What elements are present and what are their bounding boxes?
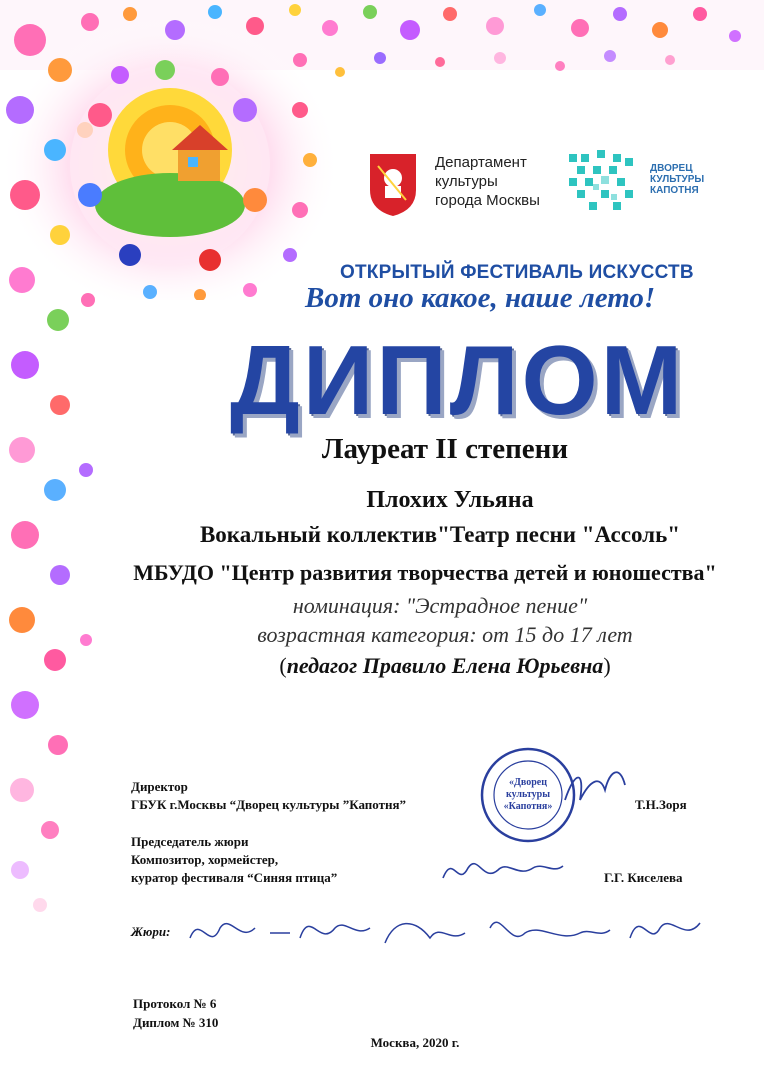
palace-line-3: КАПОТНЯ <box>650 185 699 196</box>
department-line-1: Департамент <box>435 154 527 171</box>
jury-chair-curator: куратор фестиваля “Синяя птица” <box>131 870 338 885</box>
festival-sun-logo <box>60 55 280 285</box>
stamp-line-2: культуры <box>505 789 551 800</box>
institution-name: МБУДО "Центр развития творчества детей и юношества" <box>133 560 717 585</box>
palace-line-2: КУЛЬТУРЫ <box>650 174 705 185</box>
festival-title: ОТКРЫТЫЙ ФЕСТИВАЛЬ ИСКУССТВ <box>340 262 694 283</box>
jury-chair-title: Председатель жюри <box>131 834 249 849</box>
director-name: Т.Н.Зоря <box>635 797 687 812</box>
collective-name: Вокальный коллектив"Театр песни "Ассоль" <box>199 522 681 547</box>
palace-line-1: ДВОРЕЦ <box>650 163 693 174</box>
director-signature <box>560 760 630 820</box>
city-year: Москва, 2020 г. <box>370 1035 460 1050</box>
moscow-coat-of-arms-icon <box>368 150 418 218</box>
teacher-name: педагог Правило Елена Юрьевна <box>286 653 604 678</box>
diploma-number: Диплом № 310 <box>133 1015 219 1030</box>
director-title: Директор <box>131 779 188 794</box>
award-degree: Лауреат II степени <box>321 433 569 465</box>
palace-pixel-logo-icon <box>569 150 637 210</box>
director-block <box>131 778 406 814</box>
protocol-block <box>133 994 218 1032</box>
teacher-paren-close: ) <box>603 653 611 678</box>
teacher-line <box>200 653 690 679</box>
jury-chair-name: Г.Г. Киселева <box>604 870 683 885</box>
jury-label: Жюри: <box>131 924 171 939</box>
age-category: возрастная категория: от 15 до 17 лет <box>257 622 633 647</box>
diploma-title: ДИПЛОМ <box>230 325 686 435</box>
teacher-paren-open: ( <box>279 653 287 678</box>
stamp-line-3: «Капотня» <box>503 801 553 812</box>
jury-chair-role: Композитор, хормейстер, <box>131 852 279 867</box>
stamp-line-1: «Дворец <box>509 777 547 788</box>
department-line-2: культуры <box>435 173 498 190</box>
director-org: ГБУК г.Москвы “Дворец культуры ”Капотня” <box>131 797 407 812</box>
jury-chair-signature <box>438 848 568 892</box>
palace-name <box>650 163 730 196</box>
protocol-number: Протокол № 6 <box>133 996 217 1011</box>
jury-signatures <box>180 898 710 968</box>
nomination: номинация: "Эстрадное пение" <box>292 593 588 618</box>
festival-slogan: Вот оно какое, наше лето! <box>305 282 656 314</box>
department-line-3: города Москвы <box>435 192 540 209</box>
participant-name: Плохих Ульяна <box>366 487 534 513</box>
department-name <box>435 153 575 210</box>
jury-chair-block <box>131 833 337 887</box>
